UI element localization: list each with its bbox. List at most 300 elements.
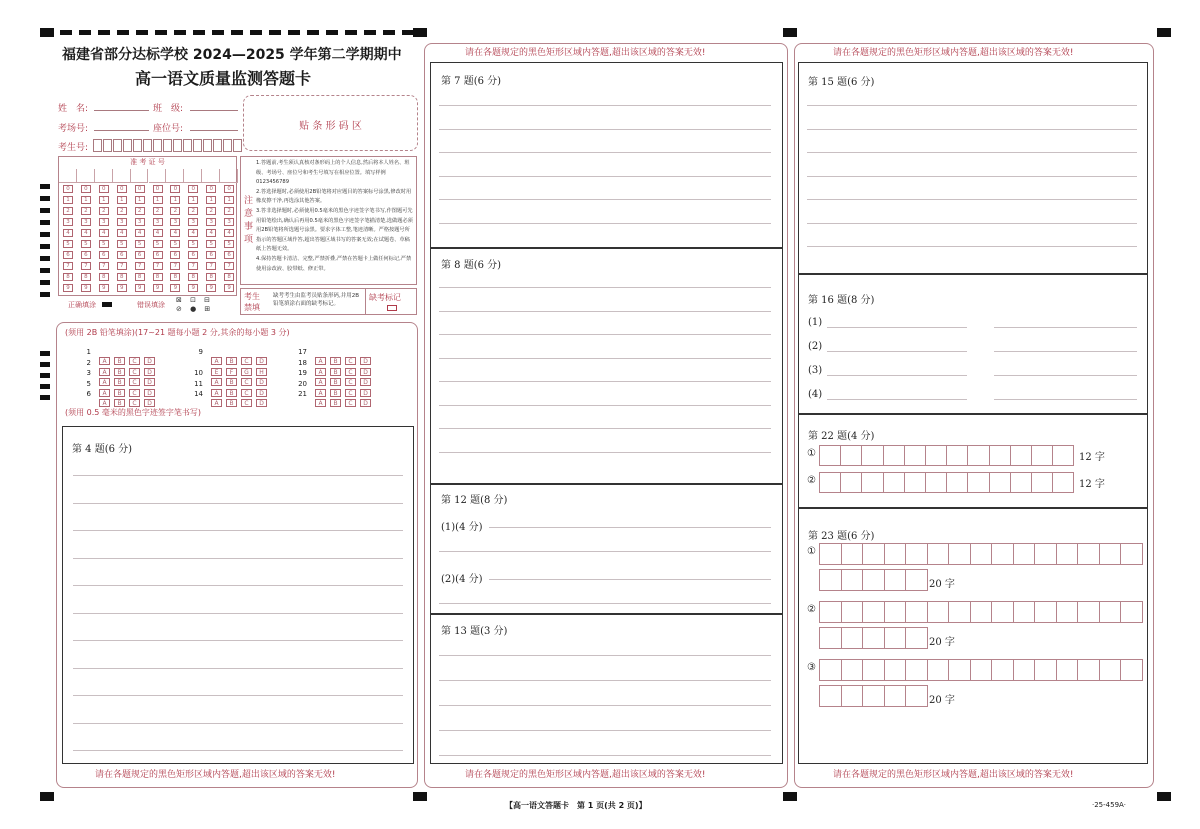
exam-no-digit-box[interactable] (113, 139, 122, 152)
admission-bubble[interactable]: 6 (99, 251, 109, 259)
admission-bubble[interactable]: 4 (188, 229, 198, 237)
answer-bubble[interactable]: B (330, 357, 341, 365)
admission-bubble[interactable]: 5 (224, 240, 234, 248)
answer-bubble[interactable]: C (129, 399, 140, 407)
char-cell[interactable] (1031, 472, 1053, 493)
char-cell[interactable] (884, 685, 907, 707)
answer-bubble[interactable]: D (256, 357, 267, 365)
char-cell[interactable] (841, 601, 864, 623)
admission-digit-write-box[interactable] (77, 169, 95, 183)
answer-line (439, 176, 771, 177)
admission-bubble[interactable]: 6 (188, 251, 198, 259)
admission-bubble[interactable]: 3 (81, 218, 91, 226)
answer-bubble[interactable]: A (315, 368, 326, 376)
admission-bubble[interactable]: 7 (63, 262, 73, 270)
char-cell[interactable] (991, 601, 1014, 623)
admission-bubble[interactable]: 5 (63, 240, 73, 248)
admission-bubble[interactable]: 7 (153, 262, 163, 270)
char-cell[interactable] (819, 601, 842, 623)
char-cell[interactable] (1013, 543, 1036, 565)
char-cell[interactable] (1099, 659, 1122, 681)
admission-bubble[interactable]: 7 (224, 262, 234, 270)
admission-bubble[interactable]: 2 (63, 207, 73, 215)
char-cell[interactable] (1010, 472, 1032, 493)
answer-bubble[interactable]: A (315, 389, 326, 397)
admission-bubble[interactable]: 6 (153, 251, 163, 259)
char-cell[interactable] (946, 472, 968, 493)
char-cell[interactable] (819, 685, 842, 707)
admission-bubble[interactable]: 1 (81, 196, 91, 204)
char-cell[interactable] (862, 543, 885, 565)
char-cell[interactable] (861, 445, 883, 466)
char-cell[interactable] (1056, 601, 1079, 623)
admission-bubble[interactable]: 8 (135, 273, 145, 281)
char-cell[interactable] (841, 569, 864, 591)
char-cell[interactable] (948, 601, 971, 623)
char-cell[interactable] (1120, 659, 1143, 681)
char-cell[interactable] (970, 601, 993, 623)
admission-digit-write-box[interactable] (131, 169, 149, 183)
admission-bubble[interactable]: 3 (206, 218, 216, 226)
admission-bubble[interactable]: 2 (99, 207, 109, 215)
char-cell[interactable] (883, 445, 905, 466)
char-cell[interactable] (819, 445, 841, 466)
admission-bubble[interactable]: 3 (135, 218, 145, 226)
char-cell[interactable] (862, 569, 885, 591)
answer-bubble[interactable]: D (144, 378, 155, 386)
char-cell[interactable] (1120, 543, 1143, 565)
school-line: 福建省部分达标学校 2024—2025 学年第二学期期中 (62, 47, 402, 63)
barcode-label: 贴 条 形 码 区 (299, 121, 362, 132)
answer-bubble[interactable]: D (360, 357, 371, 365)
admission-bubble[interactable]: 4 (81, 229, 91, 237)
answer-bubble[interactable]: A (315, 378, 326, 386)
char-cell[interactable] (1077, 601, 1100, 623)
admission-bubble[interactable]: 9 (206, 284, 216, 292)
answer-bubble[interactable]: C (241, 357, 252, 365)
admission-bubble[interactable]: 9 (224, 284, 234, 292)
answer-bubble[interactable]: D (144, 399, 155, 407)
answer-bubble[interactable]: C (129, 389, 140, 397)
admission-bubble[interactable]: 2 (188, 207, 198, 215)
answer-bubble[interactable]: A (99, 389, 110, 397)
admission-bubble[interactable]: 0 (135, 185, 145, 193)
admission-bubble[interactable]: 2 (135, 207, 145, 215)
exam-no-digit-box[interactable] (123, 139, 132, 152)
answer-bubble[interactable]: H (256, 368, 267, 376)
admission-bubble[interactable]: 0 (188, 185, 198, 193)
answer-bubble[interactable]: C (241, 389, 252, 397)
char-cell[interactable] (904, 472, 926, 493)
admission-bubble[interactable]: 4 (99, 229, 109, 237)
char-cell[interactable] (905, 569, 928, 591)
admission-bubble[interactable]: 4 (153, 229, 163, 237)
char-cell[interactable] (1034, 659, 1057, 681)
answer-bubble[interactable]: B (330, 399, 341, 407)
answer-bubble[interactable]: A (211, 399, 222, 407)
q12-box[interactable] (430, 484, 783, 614)
admission-bubble[interactable]: 2 (224, 207, 234, 215)
admission-bubble[interactable]: 9 (63, 284, 73, 292)
admission-bubble[interactable]: 5 (188, 240, 198, 248)
admission-bubble[interactable]: 9 (99, 284, 109, 292)
admission-bubble[interactable]: 1 (188, 196, 198, 204)
char-cell[interactable] (884, 569, 907, 591)
char-cell[interactable] (819, 627, 842, 649)
admission-digit-write-box[interactable] (59, 169, 77, 183)
admission-bubble[interactable]: 2 (117, 207, 127, 215)
answer-bubble[interactable]: B (114, 399, 125, 407)
admission-bubble[interactable]: 7 (170, 262, 180, 270)
q16-item-label: (4) (808, 389, 823, 400)
admission-grid[interactable] (58, 156, 237, 296)
admission-digit-write-box[interactable] (149, 169, 167, 183)
char-cell[interactable] (861, 472, 883, 493)
answer-bubble[interactable]: A (315, 399, 326, 407)
exam-no-digit-box[interactable] (183, 139, 192, 152)
char-cell[interactable] (1013, 659, 1036, 681)
admission-bubble[interactable]: 4 (224, 229, 234, 237)
exam-no-digit-box[interactable] (93, 139, 102, 152)
q8-box[interactable] (430, 248, 783, 484)
question-number: 2 (86, 358, 91, 367)
char-cell[interactable] (905, 543, 928, 565)
admission-bubble[interactable]: 1 (224, 196, 234, 204)
admission-bubble[interactable]: 3 (117, 218, 127, 226)
admission-bubble[interactable]: 5 (206, 240, 216, 248)
answer-bubble[interactable]: C (241, 399, 252, 407)
answer-bubble[interactable]: D (144, 357, 155, 365)
answer-bubble[interactable]: D (256, 399, 267, 407)
admission-bubble[interactable]: 9 (188, 284, 198, 292)
exam-no-boxes[interactable] (93, 137, 243, 150)
char-cell[interactable] (862, 659, 885, 681)
char-cell[interactable] (841, 659, 864, 681)
objective-grid[interactable] (75, 348, 395, 407)
answer-bubble[interactable]: B (330, 389, 341, 397)
answer-bubble[interactable]: C (129, 357, 140, 365)
timing-dash (60, 30, 72, 35)
char-cell[interactable] (884, 627, 907, 649)
answer-bubble[interactable]: C (129, 368, 140, 376)
admission-bubble[interactable]: 1 (117, 196, 127, 204)
char-cell[interactable] (1099, 543, 1122, 565)
admission-bubble[interactable]: 3 (170, 218, 180, 226)
char-cell[interactable] (927, 659, 950, 681)
char-cell[interactable] (927, 543, 950, 565)
admission-bubble[interactable]: 4 (170, 229, 180, 237)
char-cell[interactable] (989, 472, 1011, 493)
char-cell[interactable] (967, 445, 989, 466)
admission-bubble[interactable]: 8 (81, 273, 91, 281)
char-cell[interactable] (905, 627, 928, 649)
admission-bubble[interactable]: 6 (224, 251, 234, 259)
answer-bubble[interactable]: B (226, 389, 237, 397)
admission-bubble[interactable]: 3 (63, 218, 73, 226)
q13-box[interactable] (430, 614, 783, 764)
answer-bubble[interactable]: E (211, 368, 222, 376)
answer-bubble[interactable]: C (345, 368, 356, 376)
admission-bubble[interactable]: 0 (224, 185, 234, 193)
answer-bubble[interactable]: D (144, 368, 155, 376)
answer-bubble[interactable]: A (99, 399, 110, 407)
admission-bubble[interactable]: 6 (135, 251, 145, 259)
char-cell[interactable] (1010, 445, 1032, 466)
admission-bubble[interactable]: 6 (206, 251, 216, 259)
q23-box[interactable] (798, 508, 1148, 764)
admission-bubble[interactable]: 0 (63, 185, 73, 193)
char-cell[interactable] (925, 445, 947, 466)
char-cell[interactable] (905, 601, 928, 623)
admission-bubble[interactable]: 9 (170, 284, 180, 292)
admission-bubble[interactable]: 8 (63, 273, 73, 281)
admission-bubble[interactable]: 8 (153, 273, 163, 281)
char-cell[interactable] (819, 472, 841, 493)
char-cell[interactable] (884, 543, 907, 565)
admission-bubble[interactable]: 7 (117, 262, 127, 270)
exam-no-digit-box[interactable] (143, 139, 152, 152)
char-cell[interactable] (841, 543, 864, 565)
admission-bubble[interactable]: 3 (99, 218, 109, 226)
q16-answer-line (994, 351, 1137, 352)
admission-bubble[interactable]: 0 (206, 185, 216, 193)
q16-box[interactable] (798, 274, 1148, 414)
char-cell[interactable] (1052, 445, 1074, 466)
admission-bubble[interactable]: 8 (206, 273, 216, 281)
seat-field[interactable] (190, 130, 238, 131)
admission-bubble[interactable]: 3 (224, 218, 234, 226)
admission-bubble[interactable]: 0 (117, 185, 127, 193)
q4-box[interactable] (62, 426, 414, 764)
admission-bubble[interactable]: 6 (117, 251, 127, 259)
answer-bubble[interactable]: B (114, 357, 125, 365)
corner-mark-top-left (40, 28, 54, 37)
admission-bubble[interactable]: 1 (206, 196, 216, 204)
answer-bubble[interactable]: D (360, 399, 371, 407)
char-cell[interactable] (1056, 659, 1079, 681)
char-cell[interactable] (1099, 601, 1122, 623)
answer-bubble[interactable]: C (345, 378, 356, 386)
admission-digit-write-box[interactable] (220, 169, 238, 183)
answer-bubble[interactable]: A (211, 378, 222, 386)
answer-bubble[interactable]: B (330, 368, 341, 376)
timing-dash (269, 30, 281, 35)
char-cell[interactable] (883, 472, 905, 493)
char-cell[interactable] (1120, 601, 1143, 623)
class-field[interactable] (190, 110, 238, 111)
room-field[interactable] (94, 130, 149, 131)
admission-bubble[interactable]: 4 (63, 229, 73, 237)
answer-bubble[interactable]: A (315, 357, 326, 365)
admission-bubble[interactable]: 3 (153, 218, 163, 226)
answer-bubble[interactable]: C (241, 378, 252, 386)
answer-bubble[interactable]: A (211, 357, 222, 365)
admission-digit-write-box[interactable] (184, 169, 202, 183)
answer-bubble[interactable]: D (256, 389, 267, 397)
admission-bubble[interactable]: 5 (117, 240, 127, 248)
answer-bubble[interactable]: A (99, 357, 110, 365)
char-cell[interactable] (1056, 543, 1079, 565)
admission-bubble[interactable]: 1 (170, 196, 180, 204)
admission-bubble[interactable]: 1 (135, 196, 145, 204)
char-cell[interactable] (1077, 543, 1100, 565)
char-cell[interactable] (948, 659, 971, 681)
admission-bubble[interactable]: 0 (81, 185, 91, 193)
admission-bubble[interactable]: 5 (135, 240, 145, 248)
char-cell[interactable] (840, 445, 862, 466)
admission-bubble[interactable]: 4 (206, 229, 216, 237)
admission-bubble[interactable]: 8 (224, 273, 234, 281)
char-cell[interactable] (819, 659, 842, 681)
answer-line (439, 199, 771, 200)
admission-digit-write-box[interactable] (166, 169, 184, 183)
admission-bubble[interactable]: 3 (188, 218, 198, 226)
char-cell[interactable] (948, 543, 971, 565)
answer-bubble[interactable]: F (226, 368, 237, 376)
answer-bubble[interactable]: B (226, 357, 237, 365)
answer-bubble[interactable]: B (114, 378, 125, 386)
char-cell[interactable] (989, 445, 1011, 466)
exam-no-digit-box[interactable] (213, 139, 222, 152)
char-cell[interactable] (840, 472, 862, 493)
exam-no-digit-box[interactable] (203, 139, 212, 152)
char-cell[interactable] (862, 685, 885, 707)
char-cell[interactable] (970, 659, 993, 681)
admission-bubble[interactable]: 0 (99, 185, 109, 193)
name-field[interactable] (94, 110, 149, 111)
char-cell[interactable] (884, 601, 907, 623)
admission-bubble[interactable]: 0 (153, 185, 163, 193)
admission-bubble[interactable]: 9 (135, 284, 145, 292)
answer-bubble[interactable]: C (345, 399, 356, 407)
answer-bubble[interactable]: A (99, 368, 110, 376)
q16-answer-line (827, 327, 967, 328)
exam-no-digit-box[interactable] (163, 139, 172, 152)
char-cell[interactable] (970, 543, 993, 565)
admission-bubble[interactable]: 9 (153, 284, 163, 292)
admission-bubble[interactable]: 5 (153, 240, 163, 248)
admission-bubble[interactable]: 2 (81, 207, 91, 215)
char-cell[interactable] (1031, 445, 1053, 466)
char-cell[interactable] (841, 627, 864, 649)
answer-bubble[interactable]: D (360, 389, 371, 397)
admission-bubble[interactable]: 2 (153, 207, 163, 215)
admission-bubble[interactable]: 8 (99, 273, 109, 281)
answer-bubble[interactable]: B (114, 389, 125, 397)
admission-bubble[interactable]: 6 (81, 251, 91, 259)
char-cell[interactable] (905, 659, 928, 681)
char-cell[interactable] (1034, 543, 1057, 565)
admission-bubble[interactable]: 6 (63, 251, 73, 259)
answer-bubble[interactable]: A (211, 389, 222, 397)
answer-bubble[interactable]: D (256, 378, 267, 386)
admission-bubble[interactable]: 5 (99, 240, 109, 248)
admission-bubble[interactable]: 7 (188, 262, 198, 270)
exam-no-digit-box[interactable] (173, 139, 182, 152)
answer-line (439, 129, 771, 130)
char-cell[interactable] (946, 445, 968, 466)
answer-bubble[interactable]: G (241, 368, 252, 376)
admission-bubble[interactable]: 1 (63, 196, 73, 204)
char-cell[interactable] (1077, 659, 1100, 681)
admission-bubble[interactable]: 2 (170, 207, 180, 215)
char-cell[interactable] (884, 659, 907, 681)
char-cell[interactable] (1052, 472, 1074, 493)
answer-bubble[interactable]: C (345, 357, 356, 365)
admission-bubble[interactable]: 6 (170, 251, 180, 259)
admission-digit-write-box[interactable] (113, 169, 131, 183)
admission-bubble[interactable]: 7 (206, 262, 216, 270)
char-cell[interactable] (927, 601, 950, 623)
admission-bubble[interactable]: 7 (99, 262, 109, 270)
admission-bubble[interactable]: 5 (170, 240, 180, 248)
answer-bubble[interactable]: C (129, 378, 140, 386)
admission-digit-write-box[interactable] (95, 169, 113, 183)
timing-side-mark (40, 395, 50, 400)
answer-bubble[interactable]: D (360, 378, 371, 386)
absent-checkbox[interactable] (387, 305, 397, 311)
char-cell[interactable] (862, 627, 885, 649)
admission-bubble[interactable]: 7 (81, 262, 91, 270)
admission-bubble[interactable]: 9 (117, 284, 127, 292)
admission-bubble[interactable]: 1 (153, 196, 163, 204)
q22-box[interactable] (798, 414, 1148, 508)
admission-bubble[interactable]: 0 (170, 185, 180, 193)
q7-box[interactable] (430, 62, 783, 248)
admission-bubble[interactable]: 8 (188, 273, 198, 281)
char-cell[interactable] (991, 543, 1014, 565)
admission-bubble[interactable]: 1 (99, 196, 109, 204)
answer-bubble[interactable]: B (226, 399, 237, 407)
admission-digit-write-box[interactable] (202, 169, 220, 183)
char-cell[interactable] (841, 685, 864, 707)
answer-bubble[interactable]: D (144, 389, 155, 397)
exam-no-digit-box[interactable] (233, 139, 242, 152)
admission-bubble[interactable]: 4 (117, 229, 127, 237)
char-cell[interactable] (905, 685, 928, 707)
answer-bubble[interactable]: A (99, 378, 110, 386)
char-cell[interactable] (1013, 601, 1036, 623)
exam-no-digit-box[interactable] (223, 139, 232, 152)
answer-bubble[interactable]: C (345, 389, 356, 397)
answer-bubble[interactable]: B (226, 378, 237, 386)
exam-no-digit-box[interactable] (103, 139, 112, 152)
answer-bubble[interactable]: B (330, 378, 341, 386)
answer-line (807, 105, 1137, 106)
char-cell[interactable] (1034, 601, 1057, 623)
char-cell[interactable] (819, 543, 842, 565)
exam-no-digit-box[interactable] (193, 139, 202, 152)
char-cell[interactable] (925, 472, 947, 493)
admission-bubble[interactable]: 7 (135, 262, 145, 270)
char-cell[interactable] (862, 601, 885, 623)
admission-bubble[interactable]: 8 (170, 273, 180, 281)
answer-bubble[interactable]: D (360, 368, 371, 376)
exam-no-digit-box[interactable] (153, 139, 162, 152)
char-cell[interactable] (904, 445, 926, 466)
admission-bubble[interactable]: 8 (117, 273, 127, 281)
q15-box[interactable] (798, 62, 1148, 274)
exam-no-digit-box[interactable] (133, 139, 142, 152)
char-cell[interactable] (819, 569, 842, 591)
admission-bubble[interactable]: 4 (135, 229, 145, 237)
char-cell[interactable] (967, 472, 989, 493)
char-cell[interactable] (991, 659, 1014, 681)
admission-bubble[interactable]: 5 (81, 240, 91, 248)
admission-bubble[interactable]: 9 (81, 284, 91, 292)
answer-bubble[interactable]: B (114, 368, 125, 376)
admission-bubble[interactable]: 2 (206, 207, 216, 215)
